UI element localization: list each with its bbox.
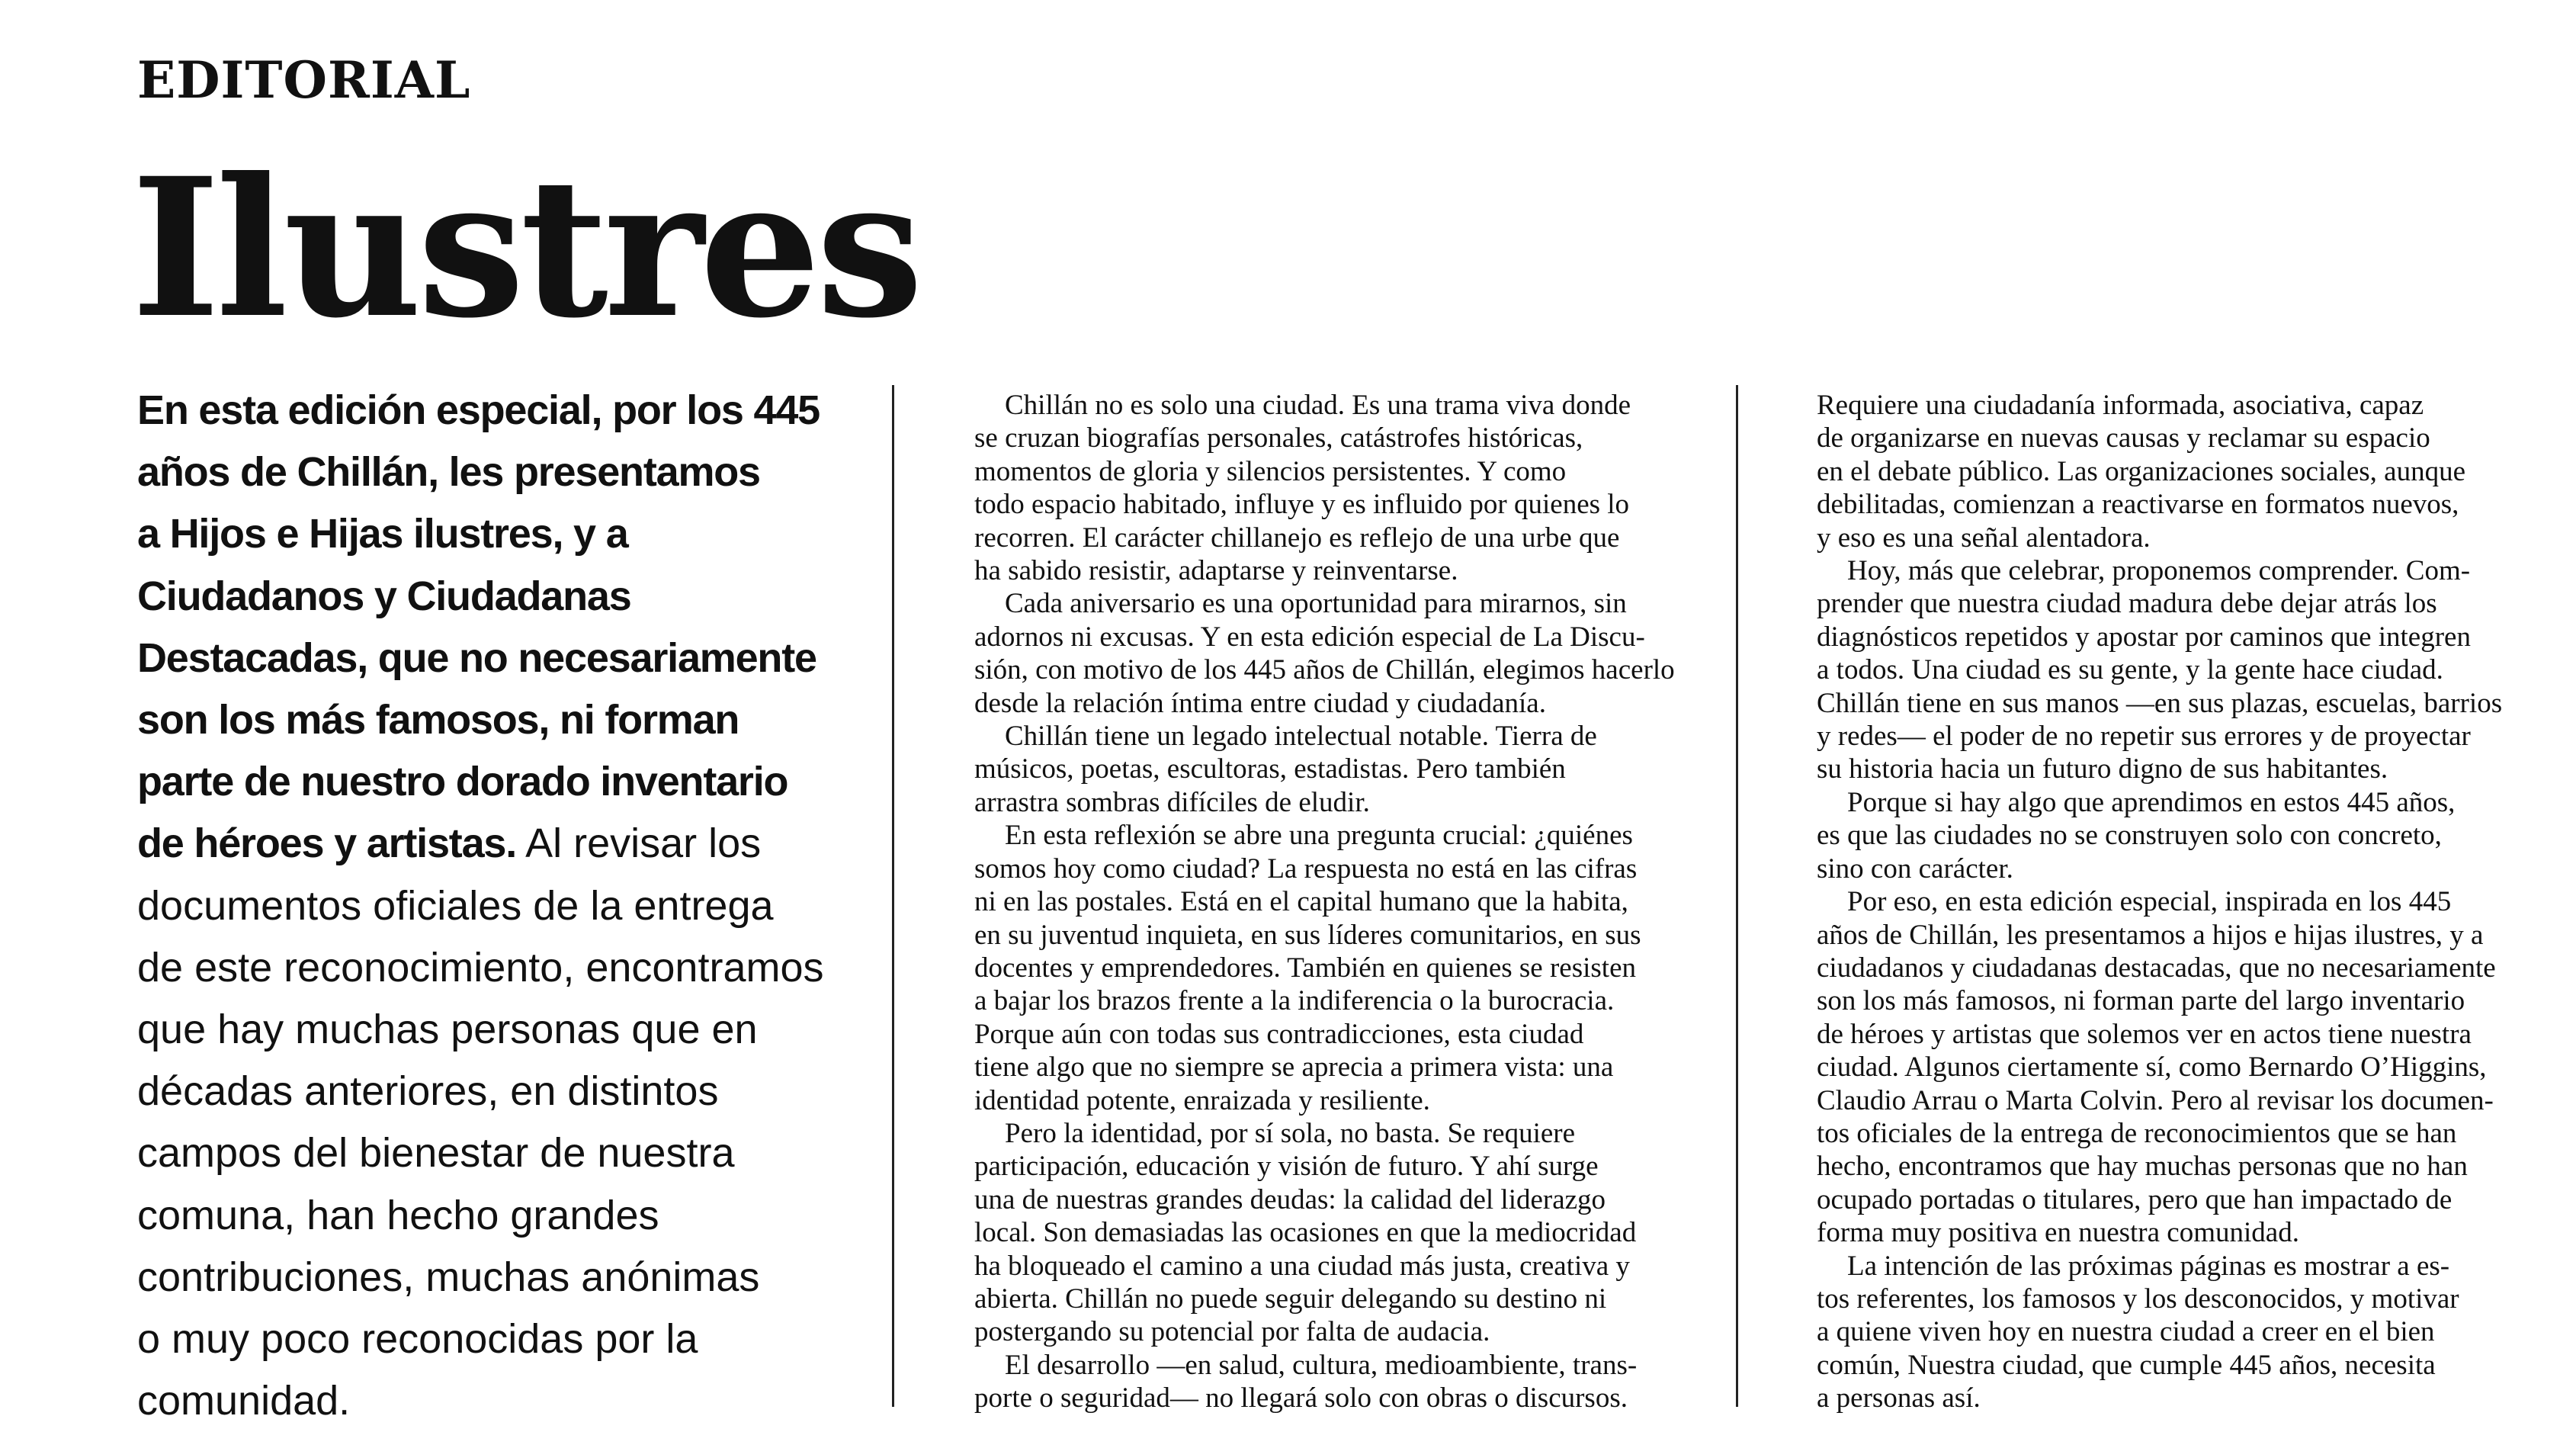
text-line: Chillán tiene un legado intelectual notable. Tierra de [1005, 721, 1597, 753]
text-line: tos oficiales de la entrega de reconocimientos que se han [1817, 1117, 2457, 1149]
text-line: participación, educación y visión de futuro. Y ahí surge [974, 1151, 1599, 1183]
text-line: tiene algo que no siempre se aprecia a primera vista: una [974, 1052, 1614, 1084]
text-line: y eso es una señal alentadora. [1817, 522, 2151, 554]
text-line: La intención de las próximas páginas es mostrar a es- [1847, 1250, 2450, 1282]
text-line: Chillán no es solo una ciudad. Es una trama viva donde [1005, 390, 1631, 421]
text-line: músicos, poetas, escultoras, estadistas. Pero también [974, 753, 1566, 785]
column-divider-2 [1736, 385, 1738, 1407]
text-line: postergando su potencial por falta de audacia. [974, 1316, 1490, 1348]
text-line: tos referentes, los famosos y los desconocidos, y motivar [1817, 1283, 2459, 1315]
text-line: a quiene viven hoy en nuestra ciudad a creer en el bien [1817, 1316, 2435, 1348]
text-line: se cruzan biografías personales, catástrofes históricas, [974, 422, 1583, 454]
text-line: Por eso, en esta edición especial, inspirada en los 445 [1847, 886, 2452, 918]
intro-line: campos del bienestar de nuestra [137, 1130, 735, 1177]
section-label: EDITORIAL [137, 50, 471, 110]
text-line: a todos. Una ciudad es su gente, y la gente hace ciudad. [1817, 654, 2443, 686]
column-divider-1 [892, 385, 894, 1407]
text-line: recorren. El carácter chillanejo es reflejo de una urbe que [974, 522, 1620, 554]
text-line: común, Nuestra ciudad, que cumple 445 años, necesita [1817, 1349, 2436, 1381]
intro-lead-line: años de Chillán, les presentamos [137, 449, 760, 496]
intro-lead-line: Destacadas, que no necesariamente [137, 634, 816, 681]
text-line: Claudio Arrau o Marta Colvin. Pero al revisar los documen- [1817, 1084, 2494, 1116]
intro-line: contribuciones, muchas anónimas [137, 1254, 760, 1300]
text-line: Cada aniversario es una oportunidad para mirarnos, sin [1005, 588, 1627, 620]
body-paragraph [1817, 1250, 2502, 1415]
intro-line: de este reconocimiento, encontramos [137, 944, 824, 991]
intro-line: comunidad. [137, 1378, 351, 1424]
text-line: su historia hacia un futuro digno de sus habitantes. [1817, 753, 2388, 785]
intro-lead-line: a Hijos e Hijas ilustres, y a [137, 511, 628, 557]
intro-lead-line: de héroes y artistas. [137, 820, 517, 867]
text-line: en el debate público. Las organizaciones sociales, aunque [1817, 455, 2466, 487]
text-line: debilitadas, comienzan a reactivarse en formatos nuevos, [1817, 489, 2459, 521]
text-line: sión, con motivo de los 445 años de Chillán, elegimos hacerlo [974, 654, 1675, 686]
text-line: es que las ciudades no se construyen solo con concreto, [1817, 820, 2442, 852]
text-line: Pero la identidad, por sí sola, no basta. Se requiere [1005, 1117, 1576, 1149]
text-line: forma muy positiva en nuestra comunidad. [1817, 1217, 2299, 1249]
text-line: ni en las postales. Está en el capital humano que la habita, [974, 886, 1628, 918]
text-line: años de Chillán, les presentamos a hijos e hijas ilustres, y a [1817, 919, 2484, 951]
body-paragraph [1817, 554, 2502, 786]
text-line: arrastra sombras difíciles de eludir. [974, 786, 1370, 818]
body-column-1 [974, 389, 1675, 1415]
text-line: desde la relación íntima entre ciudad y ciudadanía. [974, 687, 1546, 719]
text-line: momentos de gloria y silencios persistentes. Y como [974, 455, 1567, 487]
text-line: sino con carácter. [1817, 852, 2013, 885]
text-line: Chillán tiene en sus manos —en sus plazas, escuelas, barrios [1817, 687, 2503, 719]
text-line: somos hoy como ciudad? La respuesta no está en las cifras [974, 852, 1638, 885]
text-line: local. Son demasiadas las ocasiones en que la mediocridad [974, 1217, 1637, 1249]
text-line: En esta reflexión se abre una pregunta crucial: ¿quiénes [1005, 820, 1633, 852]
intro-line: comuna, han hecho grandes [137, 1192, 659, 1238]
intro-line: décadas anteriores, en distintos [137, 1068, 719, 1115]
body-paragraph [974, 720, 1675, 819]
text-line: a personas así. [1817, 1382, 1981, 1414]
body-paragraph [974, 1349, 1675, 1415]
intro-line: documentos oficiales de la entrega [137, 882, 774, 929]
text-line: porte o seguridad— no llegará solo con obras o discursos. [974, 1382, 1628, 1414]
text-line: adornos ni excusas. Y en esta edición especial de La Discu- [974, 621, 1645, 653]
text-line: una de nuestras grandes deudas: la calidad del liderazgo [974, 1183, 1606, 1215]
text-line: son los más famosos, ni forman parte del largo inventario [1817, 985, 2465, 1017]
text-line: Porque si hay algo que aprendimos en estos 445 años, [1847, 786, 2456, 818]
intro-line: que hay muchas personas que en [137, 1007, 758, 1053]
text-line: ha sabido resistir, adaptarse y reinventarse. [974, 555, 1458, 587]
text-line: El desarrollo —en salud, cultura, medioambiente, trans- [1005, 1349, 1638, 1381]
body-paragraph [1817, 786, 2502, 885]
body-paragraph [974, 587, 1675, 720]
body-paragraph [1817, 885, 2502, 1249]
intro-line: Al revisar los [516, 820, 762, 867]
text-line: ciudad. Algunos ciertamente sí, como Bernardo O’Higgins, [1817, 1052, 2487, 1084]
body-paragraph [974, 1117, 1675, 1349]
text-line: a bajar los brazos frente a la indiferencia o la burocracia. [974, 985, 1615, 1017]
intro-line: o muy poco reconocidas por la [137, 1316, 698, 1363]
text-line: prender que nuestra ciudad madura debe dejar atrás los [1817, 588, 2437, 620]
text-line: ocupado portadas o titulares, pero que han impactado de [1817, 1183, 2452, 1215]
text-line: abierta. Chillán no puede seguir delegando su destino ni [974, 1283, 1607, 1315]
body-paragraph [974, 819, 1675, 1117]
text-line: identidad potente, enraizada y resiliente. [974, 1084, 1430, 1116]
text-line: Requiere una ciudadanía informada, asociativa, capaz [1817, 390, 2424, 421]
text-line: Hoy, más que celebrar, proponemos comprender. Com- [1847, 555, 2471, 587]
intro-lead-line: parte de nuestro dorado inventario [137, 759, 788, 805]
body-paragraph [974, 389, 1675, 587]
body-column-2 [1817, 389, 2502, 1415]
text-line: ciudadanos y ciudadanas destacadas, que no necesariamente [1817, 952, 2496, 984]
text-line: hecho, encontramos que hay muchas personas que no han [1817, 1151, 2468, 1183]
text-line: Porque aún con todas sus contradicciones, esta ciudad [974, 1018, 1584, 1050]
text-line: ha bloqueado el camino a una ciudad más justa, creativa y [974, 1250, 1630, 1282]
body-paragraph [1817, 389, 2502, 554]
text-line: diagnósticos repetidos y apostar por caminos que integren [1817, 621, 2471, 653]
intro-lead-line: En esta edición especial, por los 445 [137, 387, 820, 433]
text-line: y redes— el poder de no repetir sus errores y de proyectar [1817, 721, 2471, 753]
text-line: docentes y emprendedores. También en quienes se resisten [974, 952, 1637, 984]
text-line: en su juventud inquieta, en sus líderes comunitarios, en sus [974, 919, 1641, 951]
text-line: todo espacio habitado, influye y es influido por quienes lo [974, 489, 1630, 521]
text-line: de héroes y artistas que solemos ver en actos tiene nuestra [1817, 1018, 2472, 1050]
intro-lead-line: son los más famosos, ni forman [137, 697, 739, 743]
text-line: de organizarse en nuevas causas y reclamar su espacio [1817, 422, 2430, 454]
intro-lead-line: Ciudadanos y Ciudadanas [137, 573, 631, 619]
headline: Ilustres [131, 136, 919, 360]
intro-paragraph [137, 380, 907, 1432]
